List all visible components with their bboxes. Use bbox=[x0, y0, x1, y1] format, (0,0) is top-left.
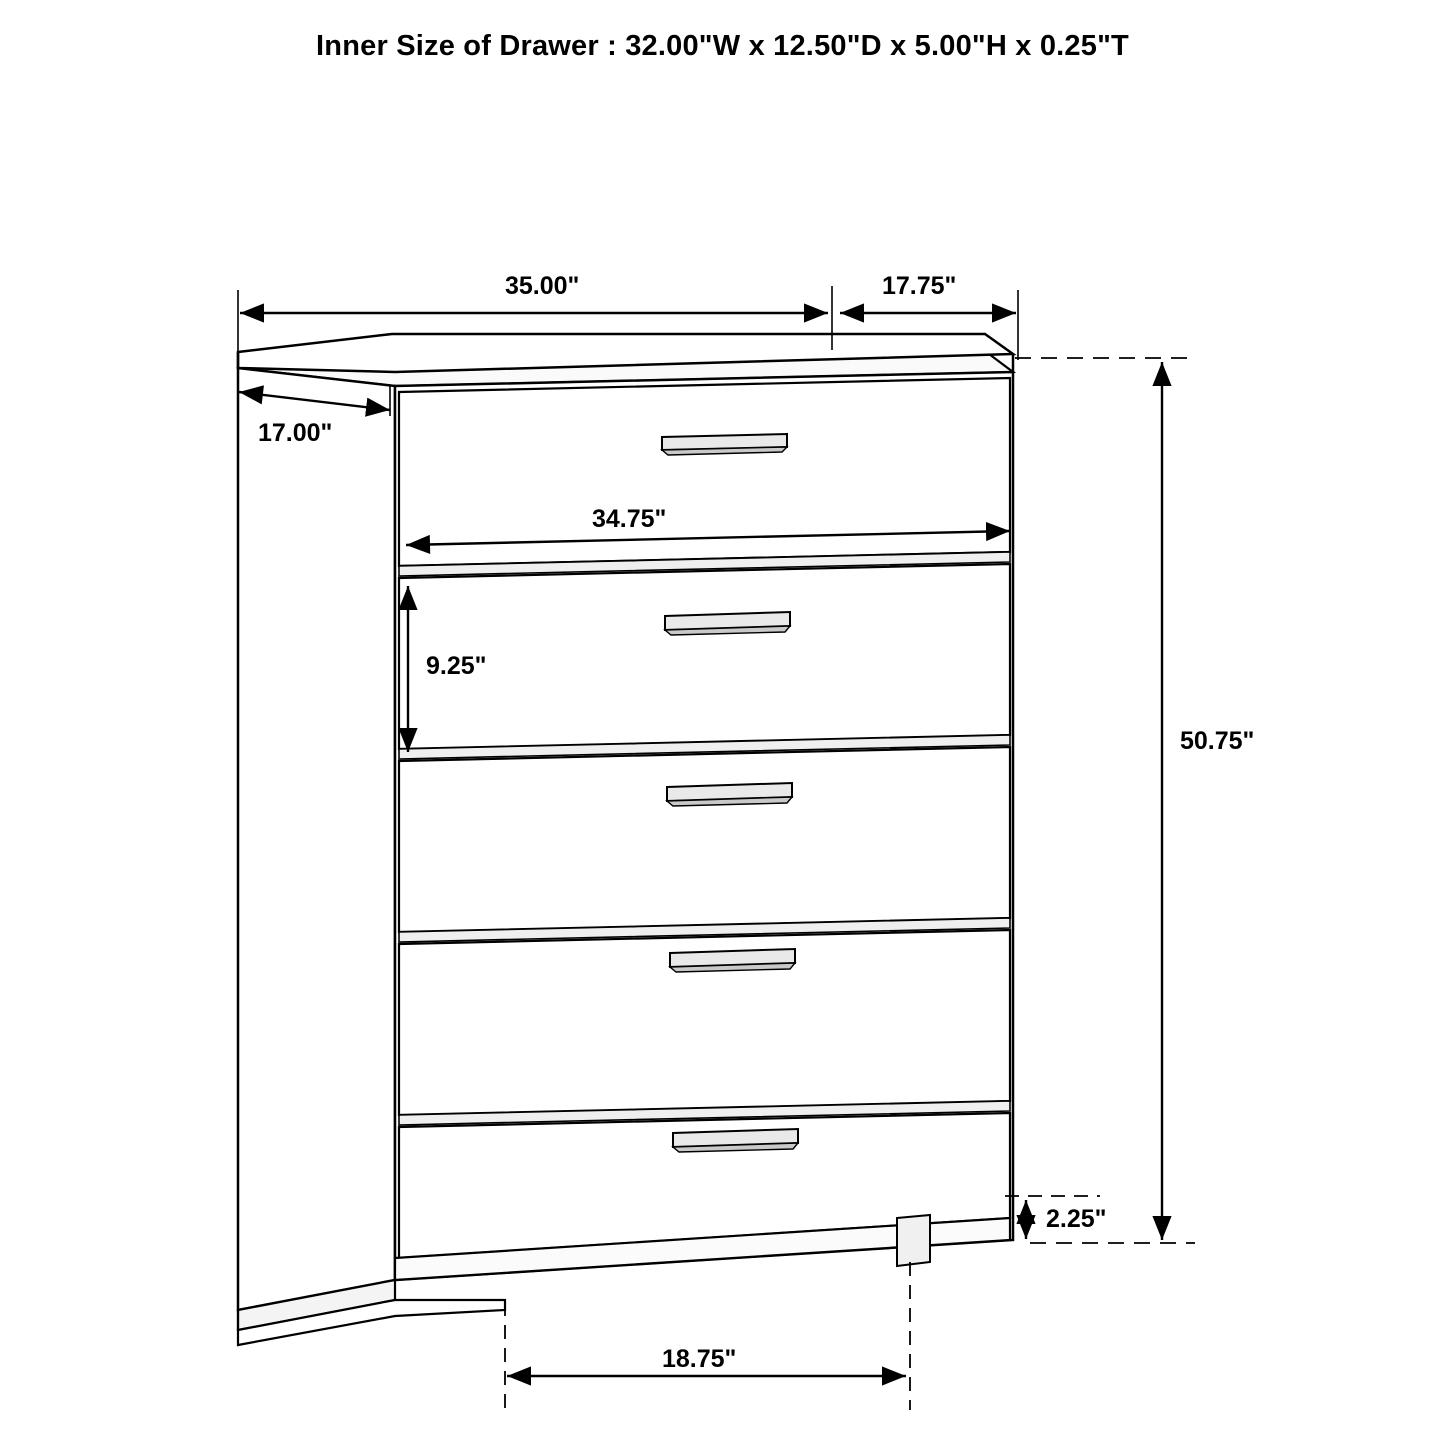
dim-top-depth: 17.00" bbox=[258, 419, 333, 447]
page-title: Inner Size of Drawer : 32.00"W x 12.50"D x 5.00"H x 0.25"T bbox=[316, 30, 1129, 62]
dim-drawer-height: 9.25" bbox=[426, 652, 487, 680]
dim-base-height: 2.25" bbox=[1046, 1205, 1107, 1233]
dim-drawer-front-width: 34.75" bbox=[592, 505, 667, 533]
chest-body bbox=[238, 334, 1013, 1345]
dim-front-width: 35.00" bbox=[505, 272, 580, 300]
dim-side-depth-top: 17.75" bbox=[882, 272, 957, 300]
dim-foot-offset: 18.75" bbox=[662, 1345, 737, 1373]
dim-total-height: 50.75" bbox=[1180, 727, 1255, 755]
